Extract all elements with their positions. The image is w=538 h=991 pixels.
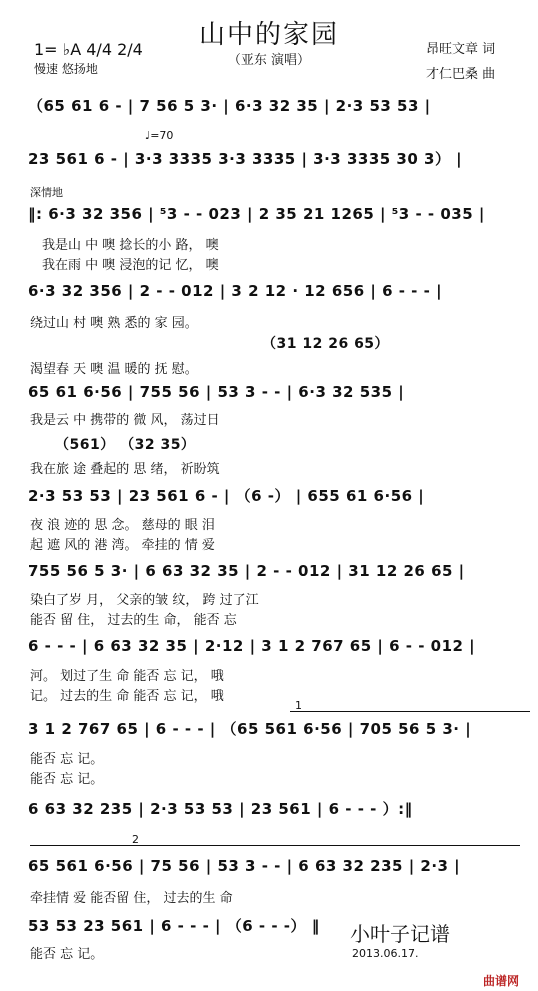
expression-marking: 深情地: [30, 186, 63, 199]
lyric-line-14: 能否 忘 记。: [30, 772, 104, 787]
bpm-marker: ♩=70: [145, 129, 174, 142]
lyric-line-12: 记。 过去的生 命 能否 忘 记， 哦: [30, 689, 224, 704]
music-line-9: 755 56 5 3· | 6 63 32 35 | 2 - - 012 | 31 12 26 65 |: [28, 562, 465, 580]
volta-2-label: 2: [132, 833, 139, 846]
lyric-line-16: 能否 忘 记。: [30, 947, 104, 962]
lyric-line-3: 绕过山 村 噢 熟 悉的 家 园。: [30, 316, 198, 331]
performer-subtitle: （亚东 演唱）: [227, 53, 311, 68]
lyric-line-15: 牵挂情 爱 能否留 住， 过去的生 命: [30, 891, 233, 906]
lyric-line-11: 河。 划过了生 命 能否 忘 记， 哦: [30, 669, 224, 684]
volta-2-bracket: [30, 845, 520, 846]
lyric-line-6: 我在旅 途 叠起的 思 绪， 祈盼筑: [30, 462, 220, 477]
music-line-10: 6 - - - | 6 63 32 35 | 2·12 | 3 1 2 767 65 | 6 - - 012 |: [28, 637, 476, 655]
lyric-line-10: 能否 留 住， 过去的生 命， 能否 忘: [30, 613, 237, 628]
lyric-line-4: 渴望春 天 噢 温 暖的 抚 慰。: [30, 362, 198, 377]
lyric-line-2: 我在雨 中 噢 浸泡的记 忆， 噢: [42, 258, 219, 273]
lyric-line-13: 能否 忘 记。: [30, 752, 104, 767]
volta-1-bracket: [290, 711, 530, 712]
composer-credit: 才仁巴桑 曲: [426, 67, 496, 82]
music-line-6: 65 61 6·56 | 755 56 | 53 3 - - | 6·3 32 535 |: [28, 383, 405, 401]
music-line-5: （31 12 26 65）: [262, 336, 390, 352]
tempo-text: 慢速 悠扬地: [34, 62, 98, 76]
music-line-13: 65 561 6·56 | 75 56 | 53 3 - - | 6 63 32 235 | 2·3 |: [28, 857, 461, 875]
lyric-line-8: 起 遮 风的 港 湾。 牵挂的 情 爱: [30, 538, 215, 553]
key-signature: 1= ♭A 4/4 2/4: [34, 40, 143, 59]
lyric-line-1: 我是山 中 噢 捻长的小 路， 噢: [42, 238, 219, 253]
music-line-4: 6·3 32 356 | 2 - - 012 | 3 2 12 · 12 656 | 6 - - - |: [28, 282, 443, 300]
lyric-line-5: 我是云 中 携带的 微 风， 荡过日: [30, 413, 220, 428]
volta-1-label: 1: [295, 699, 302, 712]
music-line-14: 53 53 23 561 | 6 - - - | （6 - - -） ‖: [28, 917, 320, 935]
lyric-line-9: 染白了岁 月， 父亲的皱 纹， 跨 过了江: [30, 593, 259, 608]
lyric-line-7: 夜 浪 迹的 思 念。 慈母的 眼 泪: [30, 518, 215, 533]
music-line-1: （65 61 6 - | 7 56 5 3· | 6·3 32 35 | 2·3 53 53 |: [28, 97, 431, 115]
watermark-logo: 曲谱网: [483, 974, 520, 988]
music-line-2: 23 561 6 - | 3·3 3335 3·3 3335 | 3·3 3335 30 3） |: [28, 150, 463, 168]
music-line-12: 6 63 32 235 | 2·3 53 53 | 23 561 | 6 - - - ）:‖: [28, 800, 413, 818]
music-line-7: （561） （32 35）: [55, 437, 196, 453]
song-title: 山中的家园: [198, 20, 339, 50]
music-line-8: 2·3 53 53 | 23 561 6 - | （6 -） | 655 61 6·56 |: [28, 487, 425, 505]
music-line-3: ‖: 6·3 32 356 | ⁵3 - - 023 | 2 35 21 1265 | ⁵3 - - 035 |: [28, 205, 485, 223]
music-line-11: 3 1 2 767 65 | 6 - - - | （65 561 6·56 | 705 56 5 3· |: [28, 720, 472, 738]
signature-date: 2013.06.17.: [352, 947, 419, 960]
lyricist-credit: 昂旺文章 词: [426, 42, 496, 57]
transcriber-signature: 小叶子记谱: [350, 922, 450, 946]
